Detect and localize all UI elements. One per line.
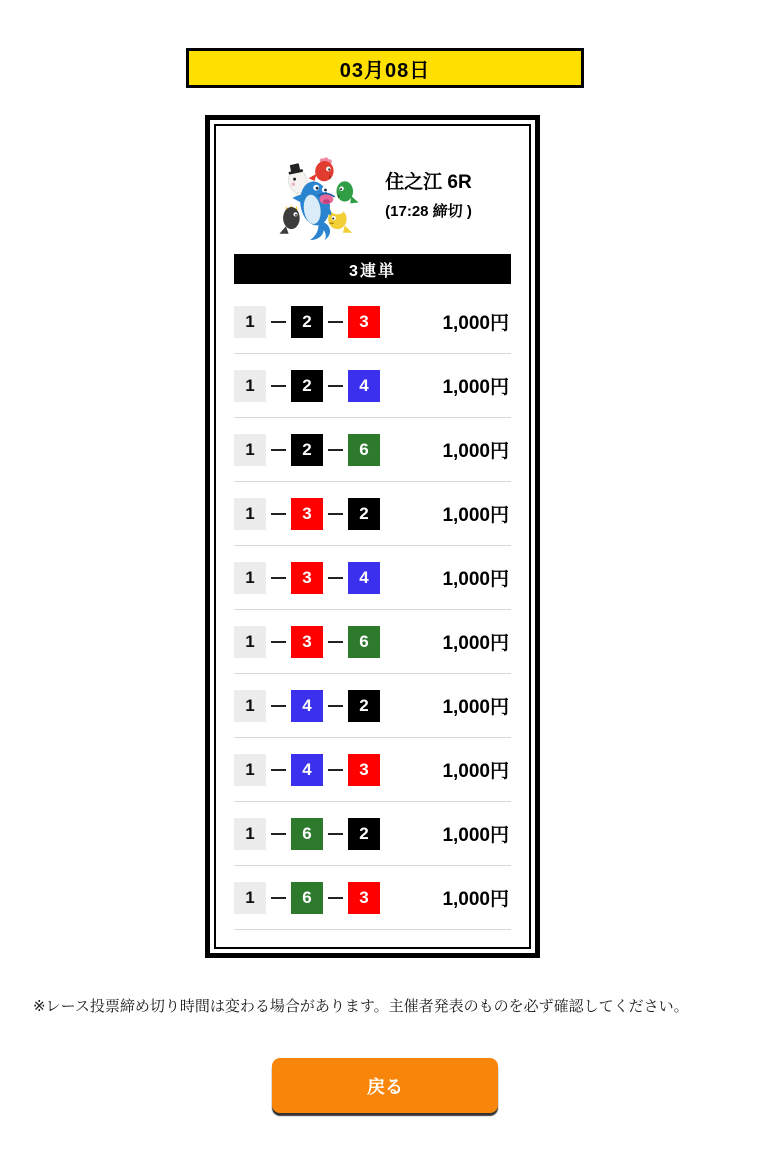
combo-separator [328, 833, 343, 835]
bet-amount: 1,000円 [442, 633, 509, 654]
boat-number-box: 2 [291, 370, 323, 402]
bet-rows [234, 290, 511, 930]
boat-number-box: 4 [348, 370, 380, 402]
combo-separator [328, 577, 343, 579]
combo-separator [328, 385, 343, 387]
boat-number-box: 1 [234, 498, 266, 530]
combo-separator [328, 641, 343, 643]
combo-separator [328, 321, 343, 323]
date-banner-label: 03月08日 [339, 59, 431, 82]
bet-amount: 1,000円 [442, 569, 509, 590]
boat-number-box: 1 [234, 626, 266, 658]
combo-separator [271, 705, 286, 707]
boat-number-box: 1 [234, 690, 266, 722]
bet-row [234, 482, 511, 546]
combo-separator [271, 833, 286, 835]
combo-separator [271, 577, 286, 579]
boat-number-box: 2 [291, 306, 323, 338]
bet-amount: 1,000円 [442, 697, 509, 718]
ticket-title-block [385, 171, 472, 222]
bet-row [234, 738, 511, 802]
combo-separator [328, 449, 343, 451]
combo-separator [271, 321, 286, 323]
boat-number-box: 1 [234, 434, 266, 466]
back-button[interactable]: 戻る [272, 1058, 498, 1113]
combo-separator [328, 769, 343, 771]
bet-row [234, 866, 511, 930]
bet-ticket-inner [214, 124, 531, 949]
bet-amount: 1,000円 [442, 761, 509, 782]
boat-number-box: 6 [291, 818, 323, 850]
combo-separator [271, 513, 286, 515]
boat-number-box: 4 [291, 754, 323, 786]
boat-number-box: 1 [234, 370, 266, 402]
bet-row [234, 802, 511, 866]
boat-number-box: 1 [234, 818, 266, 850]
boat-number-box: 2 [348, 818, 380, 850]
boat-number-box: 1 [234, 306, 266, 338]
bet-amount: 1,000円 [442, 441, 509, 462]
date-banner [186, 48, 584, 88]
boat-number-box: 2 [348, 690, 380, 722]
boat-number-box: 4 [291, 690, 323, 722]
bet-amount: 1,000円 [442, 377, 509, 398]
boat-number-box: 6 [348, 626, 380, 658]
boat-number-box: 6 [348, 434, 380, 466]
boat-number-box: 3 [348, 306, 380, 338]
combo-separator [271, 641, 286, 643]
combo-separator [271, 897, 286, 899]
boat-number-box: 3 [348, 754, 380, 786]
boat-number-box: 3 [291, 498, 323, 530]
boat-number-box: 6 [291, 882, 323, 914]
boat-number-box: 1 [234, 562, 266, 594]
mascot-image [273, 150, 365, 242]
race-deadline: (17:28 締切 ) [385, 203, 472, 221]
bet-type-banner [234, 254, 511, 284]
boat-number-box: 3 [291, 626, 323, 658]
bet-row [234, 418, 511, 482]
bet-amount: 1,000円 [442, 825, 509, 846]
boat-number-box: 1 [234, 754, 266, 786]
bet-ticket-card [205, 115, 540, 958]
disclaimer-text: ※レース投票締め切り時間は変わる場合があります。主催者発表のものを必ず確認してください。 [33, 998, 689, 1015]
race-title: 住之江 6R [385, 171, 472, 193]
boat-number-box: 3 [348, 882, 380, 914]
boat-number-box: 2 [291, 434, 323, 466]
boat-number-box: 1 [234, 882, 266, 914]
combo-separator [328, 897, 343, 899]
combo-separator [328, 705, 343, 707]
bet-row [234, 354, 511, 418]
combo-separator [271, 449, 286, 451]
bet-amount: 1,000円 [442, 313, 509, 334]
bet-row [234, 610, 511, 674]
bet-row [234, 290, 511, 354]
bet-row [234, 674, 511, 738]
ticket-header [234, 126, 511, 254]
boat-number-box: 3 [291, 562, 323, 594]
bet-amount: 1,000円 [442, 889, 509, 910]
combo-separator [328, 513, 343, 515]
bet-type-label: 3連単 [349, 262, 396, 280]
boat-number-box: 2 [348, 498, 380, 530]
boat-number-box: 4 [348, 562, 380, 594]
combo-separator [271, 769, 286, 771]
combo-separator [271, 385, 286, 387]
bet-row [234, 546, 511, 610]
bet-amount: 1,000円 [442, 505, 509, 526]
